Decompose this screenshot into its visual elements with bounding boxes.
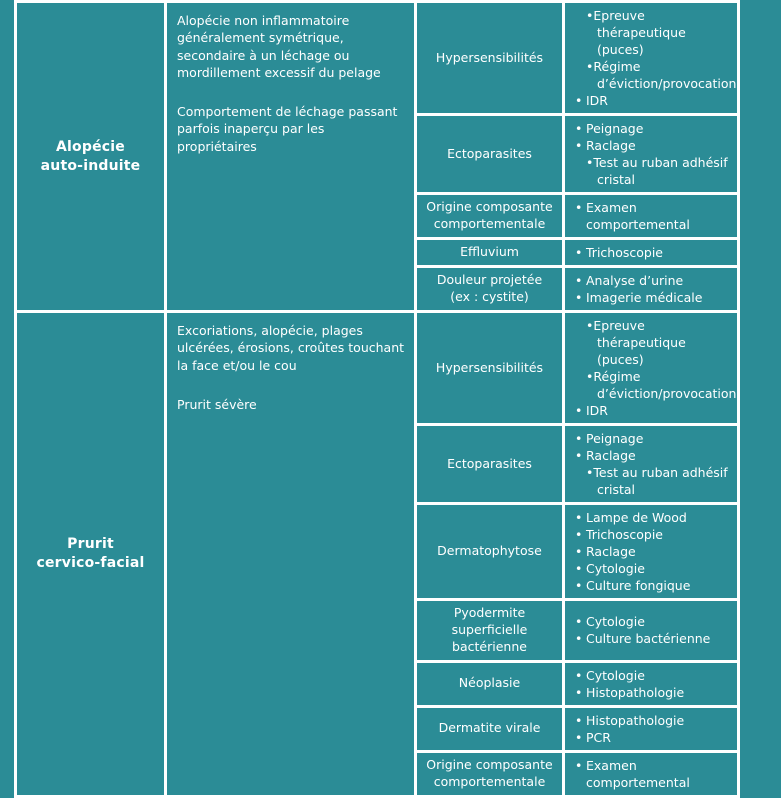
test-item: • Epreuve thérapeutique (puces) <box>586 317 729 368</box>
tests-list <box>575 509 729 594</box>
diagnosis-cell <box>416 194 564 239</box>
diagnosis-cell <box>416 239 564 267</box>
diagnosis-label-line1: Douleur projetée <box>436 272 543 288</box>
diagnosis-cell <box>416 600 564 662</box>
diagnosis-label-line1: Néoplasie <box>458 675 521 691</box>
test-item: • Culture fongique <box>575 577 729 594</box>
test-item: • Peignage <box>575 430 729 447</box>
test-item: • Examen comportemental <box>575 199 729 233</box>
diagnosis-label-line1: Hypersensibilités <box>435 359 544 375</box>
diagnosis-cell <box>416 312 564 425</box>
test-item: • Examen comportemental <box>575 757 729 791</box>
test-item: • Lampe de Wood <box>575 509 729 526</box>
table-row <box>16 2 739 115</box>
clinical-sign-text: Comportement de léchage passant parfois inaperçu par les propriétaires <box>177 104 398 154</box>
diagnosis-cell <box>416 115 564 194</box>
test-item: • Epreuve thérapeutique (puces) <box>586 7 729 58</box>
group-label-line1: Prurit <box>67 535 114 552</box>
test-item: • IDR <box>575 92 729 109</box>
tests-list <box>575 757 729 791</box>
tests-list <box>575 613 729 647</box>
tests-cell <box>564 2 739 115</box>
tests-cell <box>564 751 739 796</box>
group-label-cell <box>16 312 166 797</box>
group-label-line2: cervico-facial <box>36 554 145 571</box>
tests-list <box>575 712 729 746</box>
test-item: • Histopathologie <box>575 684 729 701</box>
diagnosis-cell <box>416 504 564 600</box>
group-label-cell <box>16 2 166 312</box>
diagnosis-label-line1: Origine composante <box>426 199 553 215</box>
test-item: • Histopathologie <box>575 712 729 729</box>
tests-list <box>575 199 729 233</box>
test-item: • Régime d’éviction/provocation <box>586 58 729 92</box>
tests-cell <box>564 312 739 425</box>
diagnosis-cell <box>416 751 564 796</box>
table-row <box>16 312 739 425</box>
tests-cell <box>564 504 739 600</box>
diagnosis-label-line1: Ectoparasites <box>447 455 532 471</box>
diagnosis-label-line1: Effluvium <box>460 244 519 260</box>
clinical-signs-cell <box>166 312 416 797</box>
tests-cell <box>564 267 739 312</box>
clinical-sign-text: Prurit sévère <box>177 396 257 412</box>
test-item: • Cytologie <box>575 613 729 630</box>
test-item: • Raclage <box>575 137 729 154</box>
group-label-line2: auto-induite <box>40 157 141 174</box>
test-item: • Test au ruban adhésif cristal <box>586 464 729 498</box>
group-label-line1: Alopécie <box>56 138 125 155</box>
diagnosis-label-line2: comportementale <box>433 216 546 231</box>
test-item: • Régime d’éviction/provocation <box>586 368 729 402</box>
test-item: • Culture bactérienne <box>575 630 729 647</box>
clinical-signs-cell <box>166 2 416 312</box>
diagnosis-label-line1: Origine composante <box>426 756 553 772</box>
test-item: • Analyse d’urine <box>575 272 729 289</box>
diagnosis-label-line1: Pyodermite superficielle <box>451 605 528 637</box>
test-item: • Raclage <box>575 543 729 560</box>
tests-cell <box>564 194 739 239</box>
tests-list <box>575 317 737 419</box>
diagnosis-label-line1: Dermatophytose <box>437 543 542 559</box>
tests-list <box>575 430 729 498</box>
diagnosis-cell <box>416 706 564 751</box>
signs-spacer <box>177 374 406 396</box>
test-item: • Raclage <box>575 447 729 464</box>
test-item: • Cytologie <box>575 560 729 577</box>
tests-cell <box>564 115 739 194</box>
tests-cell <box>564 661 739 706</box>
test-item: • Peignage <box>575 120 729 137</box>
tests-cell <box>564 239 739 267</box>
diagnosis-label-line1: Hypersensibilités <box>435 49 544 65</box>
tests-list <box>575 120 729 188</box>
tests-cell <box>564 425 739 504</box>
diagnosis-cell <box>416 2 564 115</box>
diagnosis-label-line2: comportementale <box>433 773 546 789</box>
diagnosis-label-line1: Ectoparasites <box>447 145 532 161</box>
test-item: • Imagerie médicale <box>575 289 729 306</box>
diagnosis-cell <box>416 425 564 504</box>
tests-list <box>575 272 729 306</box>
tests-list <box>575 244 729 261</box>
diagnosis-label-line2: (ex : cystite) <box>450 289 529 304</box>
test-item: • Test au ruban adhésif cristal <box>586 154 729 188</box>
tests-cell <box>564 600 739 662</box>
test-item: • Trichoscopie <box>575 244 729 261</box>
tests-cell <box>564 706 739 751</box>
diagnosis-cell <box>416 267 564 312</box>
test-item: • Cytologie <box>575 667 729 684</box>
signs-spacer <box>177 81 406 103</box>
tests-list <box>575 7 737 109</box>
test-item: • Trichoscopie <box>575 526 729 543</box>
tests-list <box>575 667 729 701</box>
diagnosis-label-line1: Dermatite virale <box>438 720 541 736</box>
test-item: • IDR <box>575 402 729 419</box>
test-item: • PCR <box>575 729 729 746</box>
diagnosis-label-line2: bactérienne <box>452 638 527 654</box>
diagnosis-cell <box>416 661 564 706</box>
clinical-sign-text: Excoriations, alopécie, plages ulcérées, érosions, croûtes touchant la face et/ou le cou <box>177 323 405 373</box>
clinical-differential-table <box>14 0 740 798</box>
table-body <box>16 2 739 797</box>
clinical-sign-text: Alopécie non inflammatoire généralement symétrique, secondaire à un léchage ou mordillement excessif du pelage <box>177 13 381 80</box>
